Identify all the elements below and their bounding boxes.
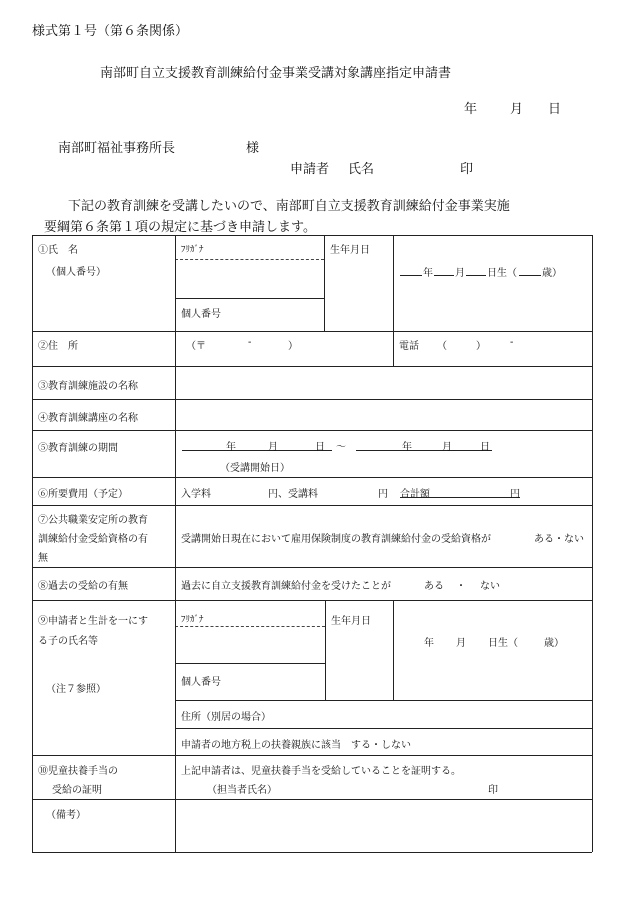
child-birth-day: 日生（ <box>488 638 518 649</box>
remarks-field[interactable] <box>176 800 591 851</box>
child-birth-label: 生年月日 <box>331 616 371 627</box>
cost-total: 合計額 <box>400 489 430 500</box>
postal-dash: - <box>248 337 252 348</box>
period-label: ⑤教育訓練の期間 <box>38 443 118 454</box>
past-yes[interactable]: ある <box>424 581 444 592</box>
addressee-honorific: 様 <box>246 141 260 156</box>
phone-close: ） <box>476 341 486 352</box>
phone-label: 電話 <box>399 341 419 352</box>
child-name-field[interactable] <box>176 628 324 662</box>
child-note: （注７参照） <box>46 684 106 695</box>
period-day-end: 日 <box>480 442 490 453</box>
period-tilde: ～ <box>336 442 346 453</box>
name-field[interactable] <box>176 262 323 296</box>
name-kojin-label: 個人番号 <box>181 309 221 320</box>
allowance-label-2: 受給の証明 <box>52 785 102 796</box>
facility-field[interactable] <box>176 367 591 398</box>
child-birth-month: 月 <box>456 638 466 649</box>
past-dot: ・ <box>456 581 466 592</box>
past-text: 過去に自立支援教育訓練給付金を受けたことが <box>181 581 391 592</box>
qualification-label-1: ⑦公共職業安定所の教育 <box>38 515 148 526</box>
allowance-seal: 印 <box>488 785 498 796</box>
period-day: 日 <box>315 442 325 453</box>
cost-entrance: 入学料 <box>181 489 211 500</box>
date-month: 月 <box>510 102 524 117</box>
period-note: （受講開始日） <box>220 463 290 474</box>
course-label: ④教育訓練講座の名称 <box>38 413 138 424</box>
name-birth-year: 年 <box>423 268 433 279</box>
name-sublabel: （個人番号） <box>46 267 106 278</box>
child-birth-year: 年 <box>424 638 434 649</box>
allowance-label-1: ⑩児童扶養手当の <box>38 766 118 777</box>
child-furigana-label: ﾌﾘｶﾞﾅ <box>181 615 204 625</box>
postal-open: （〒 <box>186 341 206 352</box>
child-address-label: 住所（別居の場合） <box>181 712 271 723</box>
page-title: 南部町自立支援教育訓練給付金事業受講対象講座指定申請書 <box>100 66 452 81</box>
name-birth-label: 生年月日 <box>330 245 370 256</box>
cost-yen-entrance: 円、受講料 <box>268 489 318 500</box>
address-label: ②住 所 <box>38 341 78 352</box>
applicant-name-label: 氏名 <box>348 162 375 177</box>
qualification-label-3: 無 <box>38 553 48 564</box>
qualification-choice[interactable]: ある・ない <box>534 534 584 545</box>
cost-yen-course: 円 <box>378 489 388 500</box>
qualification-text: 受講開始日現在において雇用保険制度の教育訓練給付金の受給資格が <box>181 534 491 545</box>
date-day: 日 <box>548 102 562 117</box>
intro-line-2: 要綱第６条第１項の規定に基づき申請します。 <box>44 220 316 235</box>
period-year-end: 年 <box>402 442 412 453</box>
intro-line-1: 下記の教育訓練を受講したいので、南部町自立支援教育訓練給付金事業実施 <box>68 199 510 214</box>
postal-close: ） <box>288 341 298 352</box>
name-birth-month: 月 <box>455 268 465 279</box>
child-label-2: る子の氏名等 <box>38 636 98 647</box>
child-label-1: ⑨申請者と生計を一にす <box>38 616 148 627</box>
date-year: 年 <box>464 102 478 117</box>
phone-dash: - <box>510 337 514 348</box>
allowance-officer: （担当者氏名） <box>207 785 277 796</box>
name-label: ①氏 名 <box>38 245 78 256</box>
allowance-text: 上記申請者は、児童扶養手当を受給していることを証明する。 <box>181 766 461 777</box>
remarks-label: （備考） <box>46 810 86 821</box>
period-month-end: 月 <box>442 442 452 453</box>
cost-yen-total: 円 <box>510 489 520 500</box>
child-kojin-label: 個人番号 <box>181 677 221 688</box>
course-field[interactable] <box>176 400 591 429</box>
applicant-seal: 印 <box>460 162 474 177</box>
qualification-label-2: 訓練給付金受給資格の有 <box>38 534 148 545</box>
applicant-label: 申請者 <box>290 162 330 177</box>
facility-label: ③教育訓練施設の名称 <box>38 381 138 392</box>
cost-label: ⑥所要費用（予定） <box>38 489 128 500</box>
child-birth-age: 歳） <box>544 638 564 649</box>
child-dependent[interactable]: 申請者の地方税上の扶養親族に該当 する・しない <box>181 740 411 751</box>
period-year: 年 <box>226 442 236 453</box>
past-no[interactable]: ない <box>480 581 500 592</box>
phone-open: （ <box>437 341 447 352</box>
past-label: ⑧過去の受給の有無 <box>38 581 128 592</box>
name-furigana-label: ﾌﾘｶﾞﾅ <box>181 245 204 255</box>
name-birth-day: 日生（ <box>487 268 517 279</box>
addressee-name: 南部町福祉事務所長 <box>58 141 176 156</box>
name-birth-age: 歳） <box>542 268 562 279</box>
form-number: 様式第１号（第６条関係） <box>32 24 189 39</box>
period-month: 月 <box>268 442 278 453</box>
